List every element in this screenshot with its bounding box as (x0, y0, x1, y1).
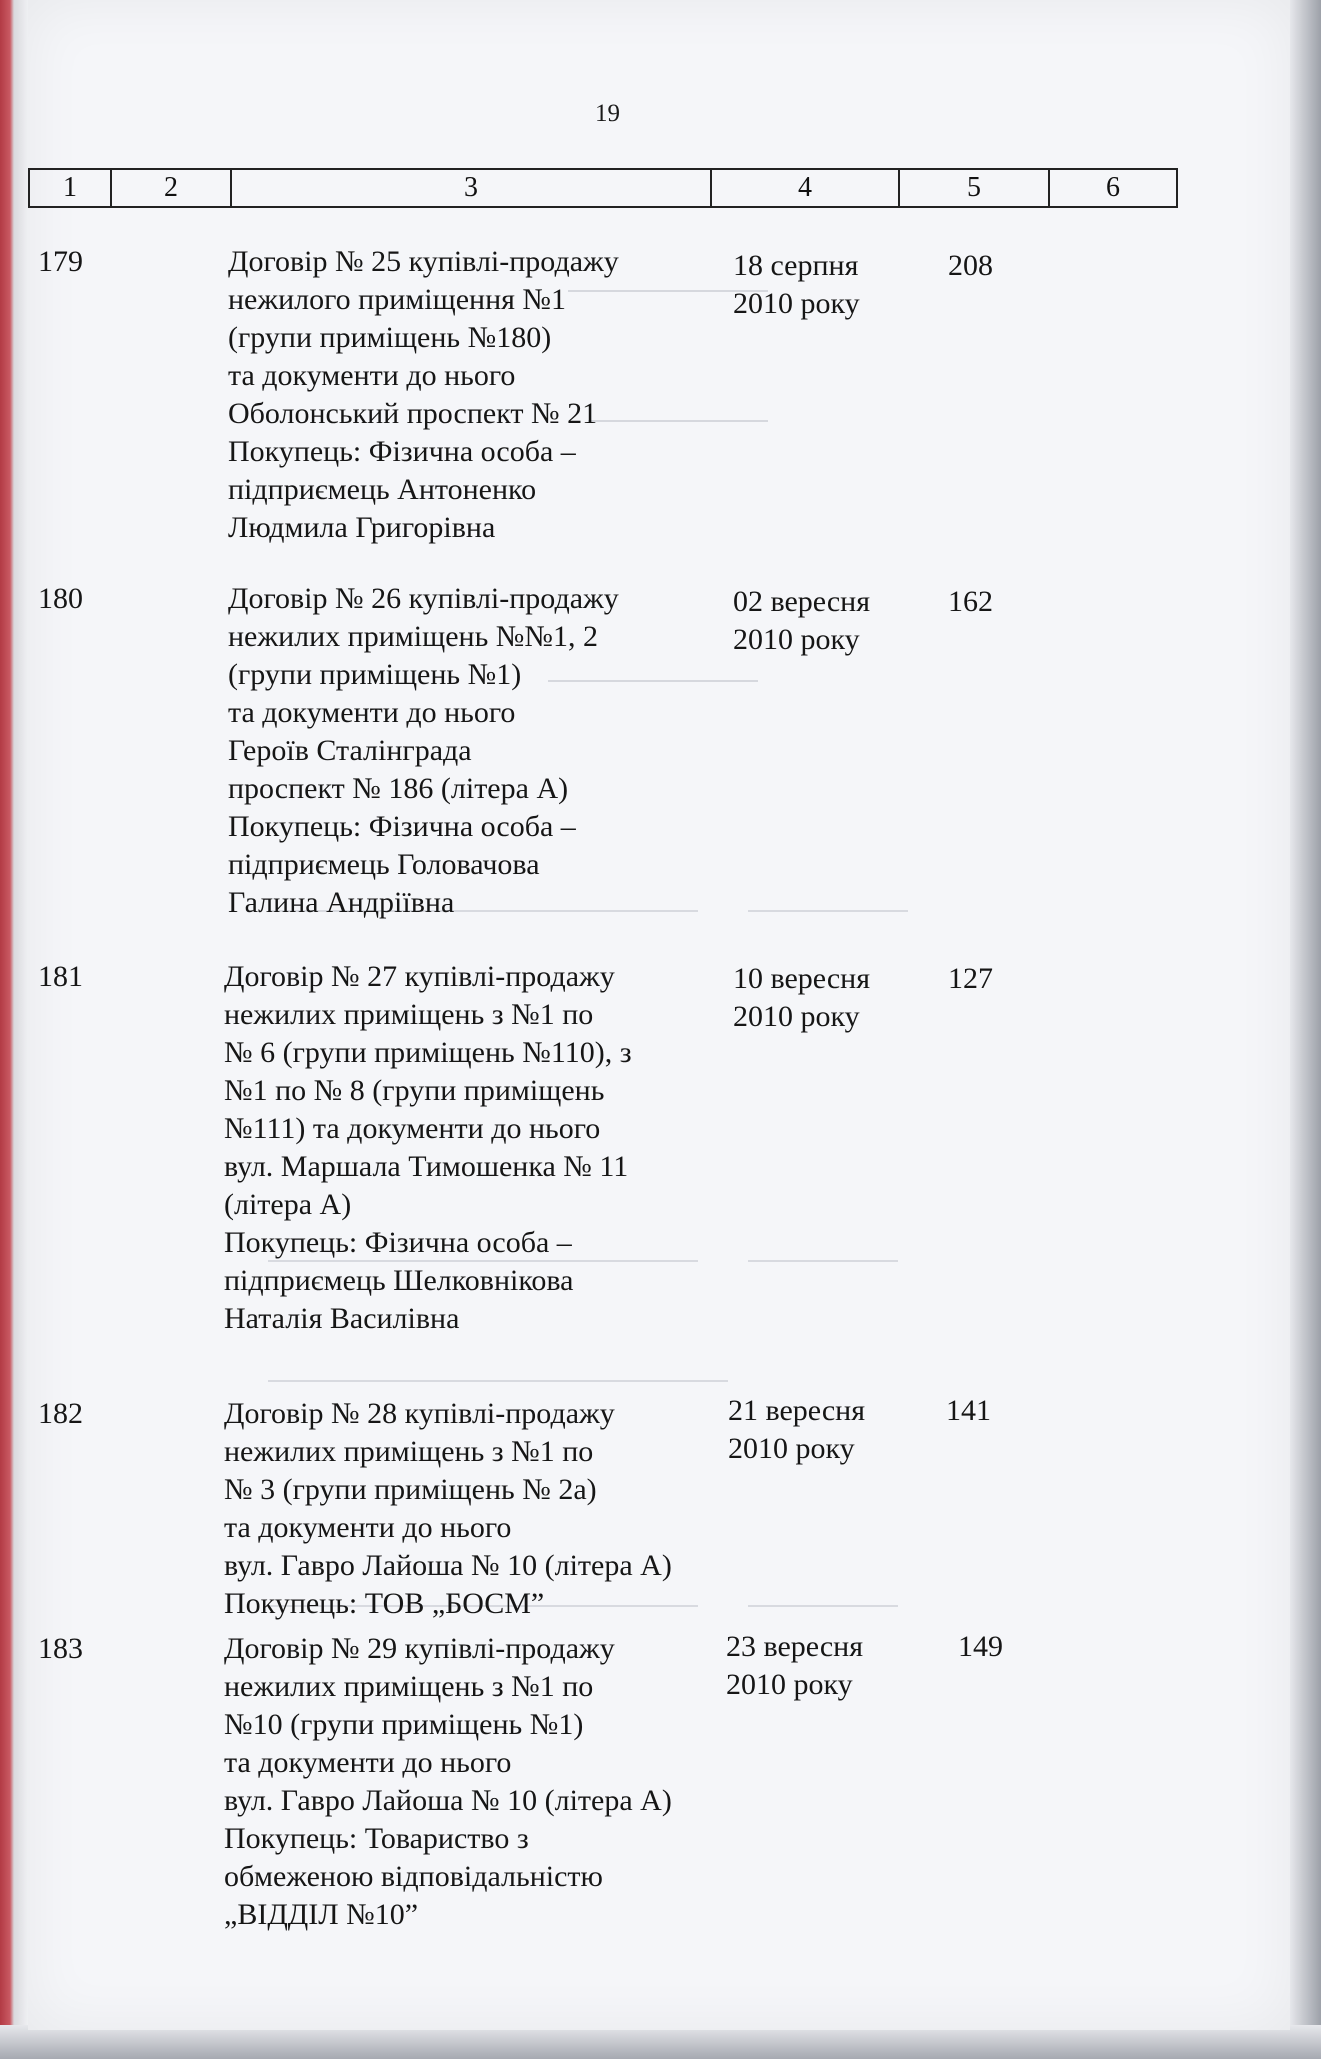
description-line: вул. Гавро Лайоша № 10 (літера А) (224, 1784, 672, 1817)
description-line: Галина Андріївна (228, 886, 455, 919)
bleed-through-decoration (268, 1380, 728, 1392)
description-line: №10 (групи приміщень №1) (224, 1708, 584, 1741)
description-line: вул. Маршала Тимошенка № 11 (224, 1150, 629, 1183)
description-line: та документи до нього (224, 1746, 512, 1779)
description-line: Договір № 27 купівлі-продажу (224, 960, 615, 993)
entry-description (224, 1395, 672, 1623)
date-line: 02 вересня (733, 585, 871, 618)
table-row (28, 243, 1178, 553)
description-line: №1 по № 8 (групи приміщень (224, 1074, 605, 1107)
description-line: підприємець Антоненко (228, 473, 537, 506)
date-line: 2010 року (728, 1432, 855, 1465)
entry-description (228, 243, 619, 547)
description-line: Договір № 26 купівлі-продажу (228, 582, 619, 615)
column-header-3: 3 (232, 170, 712, 206)
entry-number: 183 (38, 1632, 83, 1665)
description-line: (літера А) (224, 1188, 352, 1221)
description-line: Договір № 29 купівлі-продажу (224, 1632, 615, 1665)
description-line: та документи до нього (228, 696, 516, 729)
description-line: нежилих приміщень №№1, 2 (228, 620, 599, 653)
description-line: Оболонський проспект № 21 (228, 397, 598, 430)
description-line: № 3 (групи приміщень № 2а) (224, 1473, 597, 1506)
table-row (28, 1395, 1178, 1630)
description-line: підприємець Шелковнікова (224, 1264, 574, 1297)
entry-sheets: 162 (948, 585, 993, 618)
column-header-2: 2 (112, 170, 232, 206)
entry-sheets: 149 (958, 1630, 1003, 1663)
description-line: (групи приміщень №180) (228, 321, 552, 354)
document-page (28, 0, 1290, 2030)
description-line: нежилих приміщень з №1 по (224, 1435, 594, 1468)
column-header-1: 1 (30, 170, 112, 206)
entry-sheets: 127 (948, 962, 993, 995)
column-header-6: 6 (1106, 172, 1120, 203)
column-header-5: 5 (900, 170, 1050, 206)
date-line: 10 вересня (733, 962, 871, 995)
entry-description (224, 958, 632, 1338)
page-number: 19 (595, 100, 620, 127)
page-stack-edge (1290, 0, 1321, 2059)
table-row (28, 958, 1178, 1348)
entry-date (733, 960, 870, 1036)
description-line: вул. Гавро Лайоша № 10 (літера А) (224, 1549, 672, 1582)
column-header-row (28, 168, 1178, 208)
description-line: та документи до нього (224, 1511, 512, 1544)
date-line: 21 вересня (728, 1394, 866, 1427)
entry-description (228, 580, 619, 922)
entry-number: 182 (38, 1397, 83, 1430)
description-line: Героїв Сталінграда (228, 734, 472, 767)
column-header-4: 4 (712, 170, 900, 206)
description-line: Договір № 28 купівлі-продажу (224, 1397, 615, 1430)
description-line: нежилих приміщень з №1 по (224, 998, 594, 1031)
description-line: Договір № 25 купівлі-продажу (228, 245, 619, 278)
entry-date (733, 247, 860, 323)
entry-date (733, 583, 870, 659)
entry-description (224, 1630, 672, 1934)
table-row (28, 1630, 1178, 1940)
description-line: Покупець: Фізична особа – (224, 1226, 572, 1259)
description-line: підприємець Головачова (228, 848, 540, 881)
entry-date (726, 1628, 863, 1704)
description-line: (групи приміщень №1) (228, 658, 522, 691)
description-line: „ВІДДІЛ №10” (224, 1898, 419, 1931)
description-line: Покупець: Фізична особа – (228, 810, 576, 843)
entry-sheets: 208 (948, 249, 993, 282)
date-line: 23 вересня (726, 1630, 864, 1663)
description-line: Наталія Василівна (224, 1302, 460, 1335)
entry-date (728, 1392, 865, 1468)
description-line: нежилих приміщень з №1 по (224, 1670, 594, 1703)
date-line: 18 серпня (733, 249, 859, 282)
date-line: 2010 року (726, 1668, 853, 1701)
date-line: 2010 року (733, 287, 860, 320)
entry-sheets: 141 (946, 1394, 991, 1427)
description-line: № 6 (групи приміщень №110), з (224, 1036, 632, 1069)
entry-number: 181 (38, 960, 83, 993)
entry-number: 180 (38, 582, 83, 615)
description-line: нежилого приміщення №1 (228, 283, 567, 316)
description-line: та документи до нього (228, 359, 516, 392)
description-line: обмеженою відповідальністю (224, 1860, 603, 1893)
description-line: Покупець: Товариство з (224, 1822, 529, 1855)
binding-edge (0, 0, 30, 2059)
description-line: Покупець: Фізична особа – (228, 435, 576, 468)
table-row (28, 580, 1178, 925)
page-bottom-edge (0, 2025, 1321, 2059)
date-line: 2010 року (733, 1000, 860, 1033)
date-line: 2010 року (733, 623, 860, 656)
description-line: Людмила Григорівна (228, 511, 496, 544)
description-line: Покупець: ТОВ „БОСМ” (224, 1587, 545, 1620)
description-line: №111) та документи до нього (224, 1112, 601, 1145)
entry-number: 179 (38, 245, 83, 278)
description-line: проспект № 186 (літера А) (228, 772, 569, 805)
